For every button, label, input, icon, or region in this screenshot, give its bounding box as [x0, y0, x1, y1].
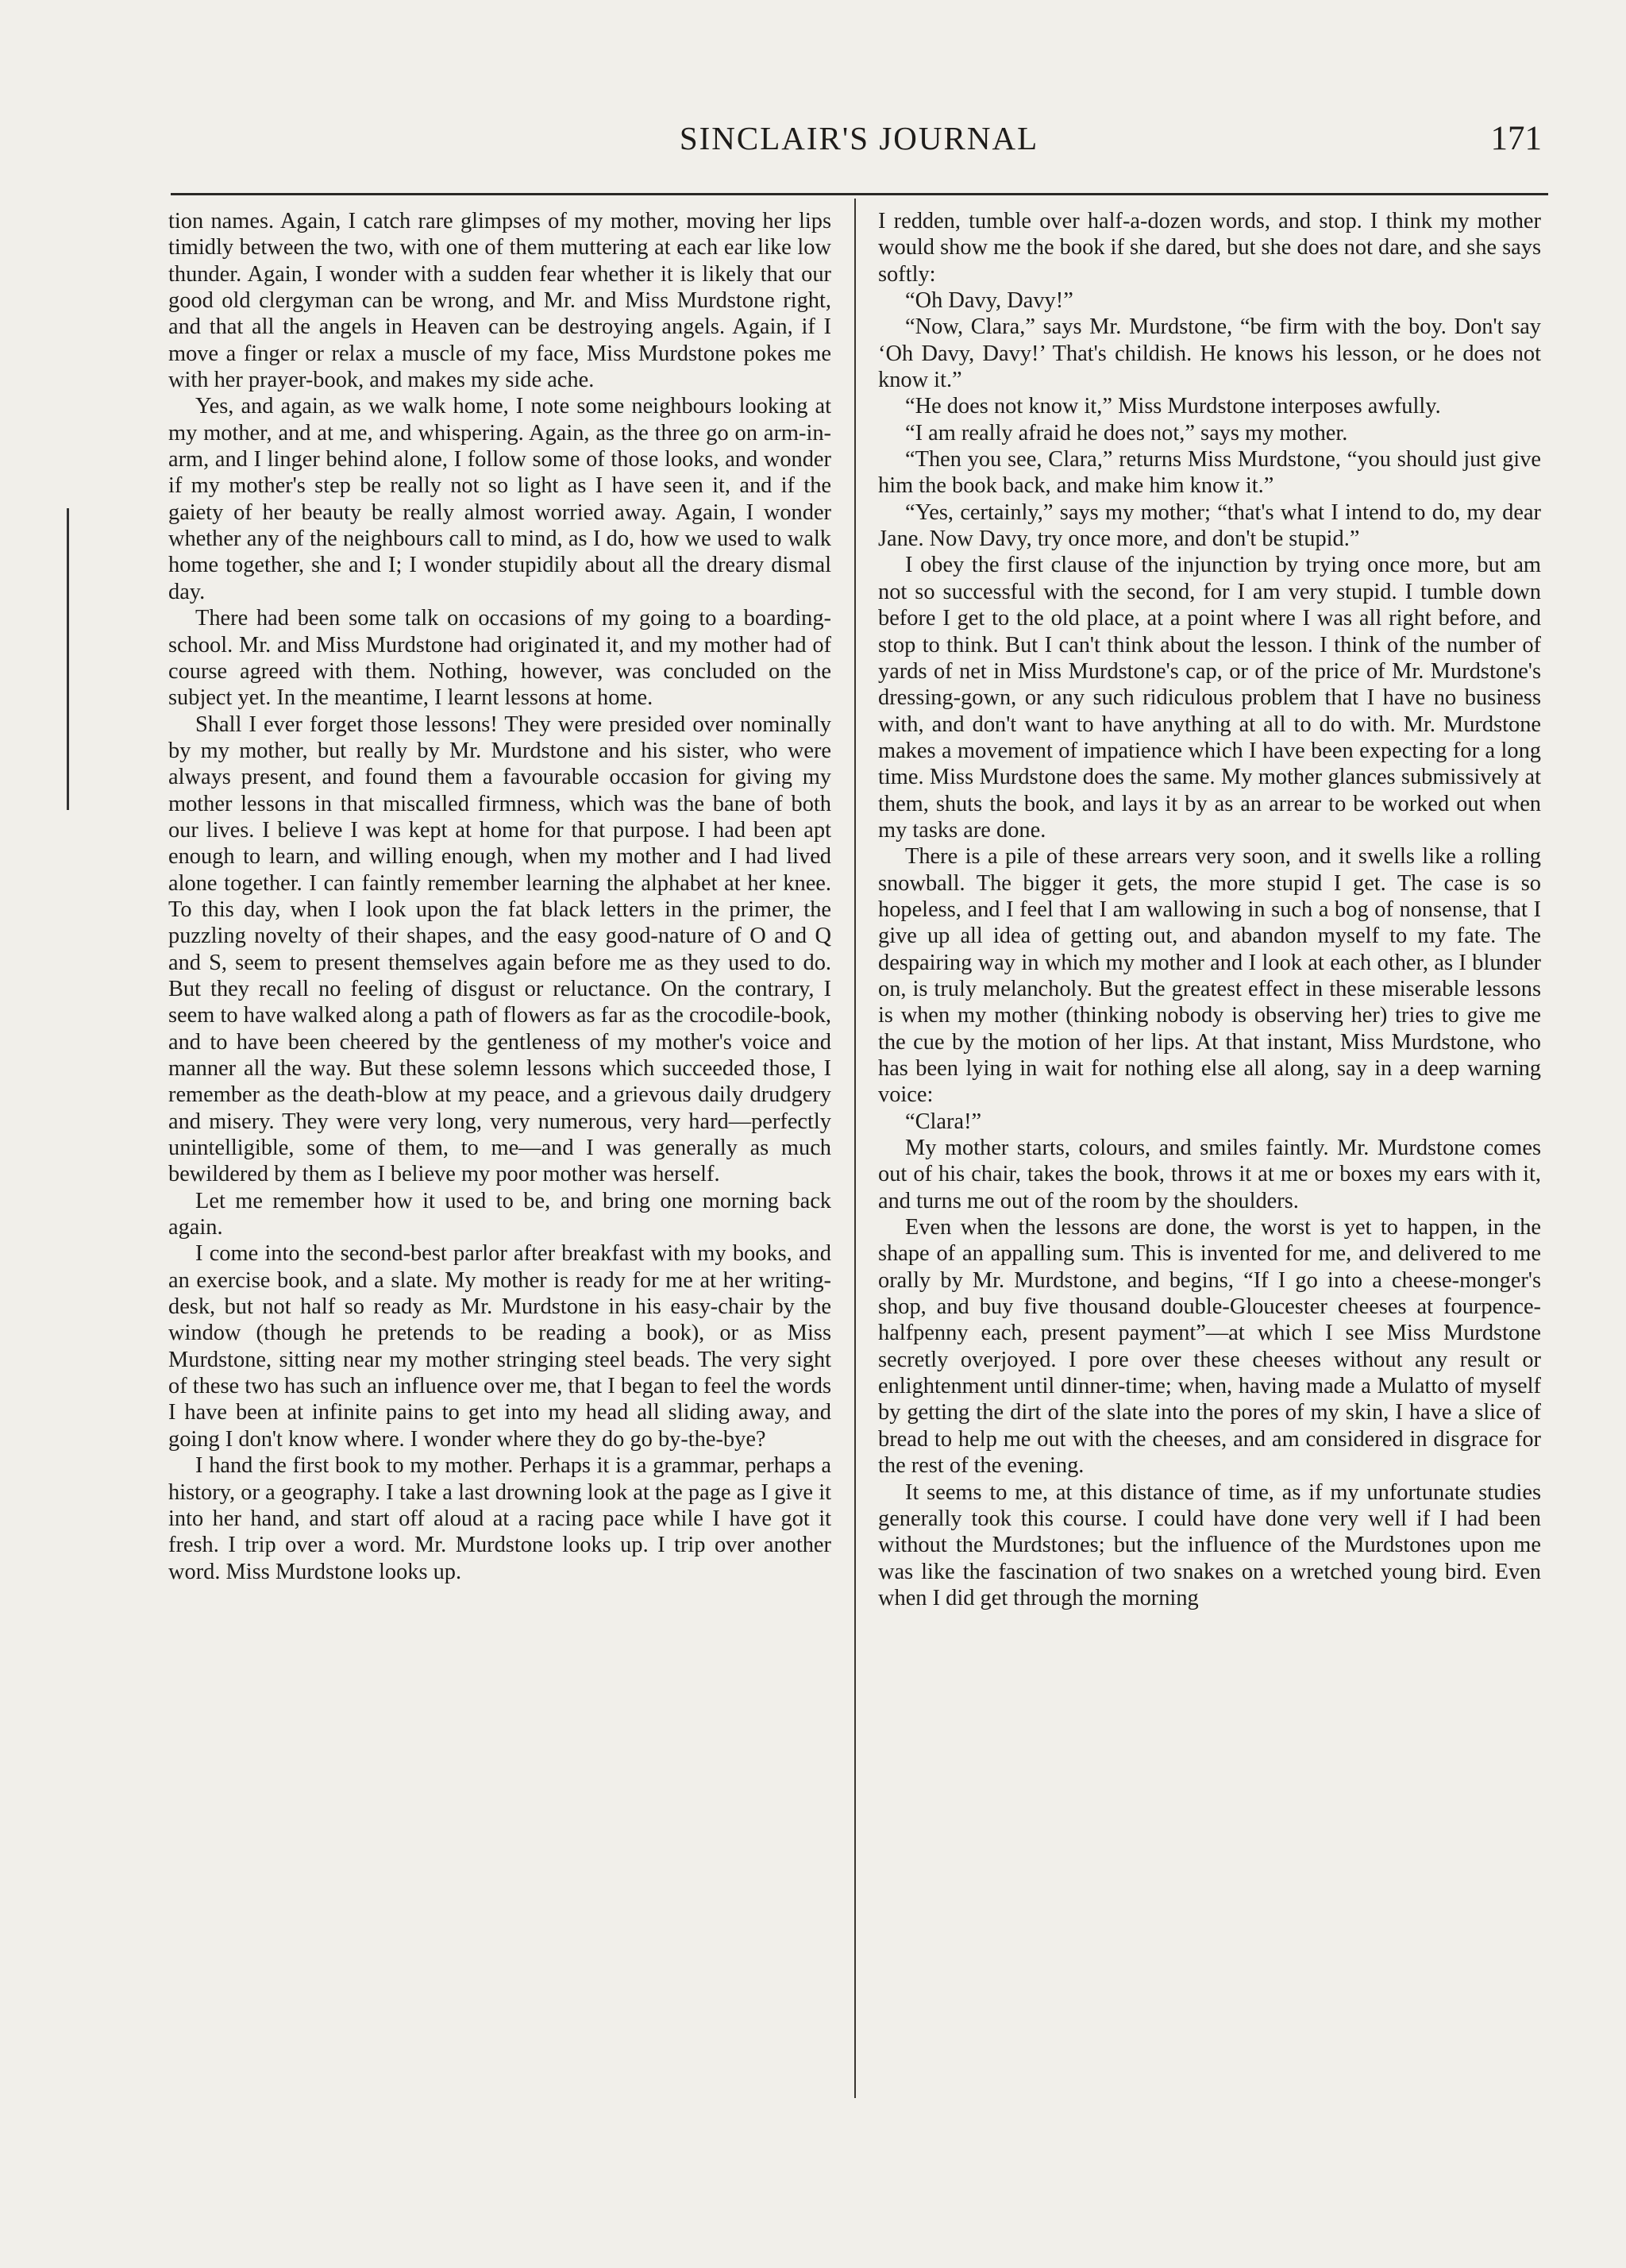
paragraph: Yes, and again, as we walk home, I note some neighbours looking at my mother, and at me, and whispering. Again, as the three go on arm-in-arm, and I linger behind alone, I follow some of those looks, and wonder if my mother's step be really not so light as I have seen it, and if the gaiety of her beauty be really almost worried away. Again, I wonder whether any of the neighbours call to mind, as I do, how we used to walk home together, she and I; I wonder stupidily about all the dreary dismal day.: [168, 394, 831, 604]
paragraph: It seems to me, at this distance of time, as if my unfortunate studies generally took this course. I could have done very well if I had been without the Murdstones; but the influence of the Murdstones upon me was like the fascination of two snakes on a wretched young bird. Even when I did get through the morning: [878, 1479, 1541, 1610]
paragraph: I come into the second-best parlor after breakfast with my books, and an exercise book, and a slate. My mother is ready for me at her writing-desk, but not half so ready as Mr. Murdstone in his easy-chair by the window (though he pretends to be reading a book), or as Miss Murdstone, sitting near my mother stringing steel beads. The very sight of these two has such an influence over me, that I began to feel the words I have been at infinite pains to get into my head all sliding away, and going I don't know where. I wonder where they do go by-the-bye?: [168, 1241, 831, 1452]
left-column: [168, 208, 831, 2098]
page-header: [168, 119, 1550, 175]
paragraph: There had been some talk on occasions of my going to a boarding-school. Mr. and Miss Murdstone had originated it, and my mother had of course agreed with them. Nothing, however, was concluded on the subject yet. In the meantime, I learnt lessons at home.: [168, 606, 831, 711]
right-column: [878, 208, 1541, 2098]
paragraph: Even when the lessons are done, the worst is yet to happen, in the shape of an appalling sum. This is invented for me, and delivered to me orally by Mr. Murdstone, and begins, “If I go into a cheese-monger's shop, and buy five thousand double-Gloucester cheeses at fourpence-halfpenny each, present payment”—at which I see Miss Murdstone secretly overjoyed. I pore over these cheeses without any result or enlightenment until dinner-time; when, having made a Mulatto of myself by getting the dirt of the slate into the pores of my skin, I have a slice of bread to help me out with the cheeses, and am considered in disgrace for the rest of the evening.: [878, 1215, 1541, 1479]
paragraph: Shall I ever forget those lessons! They were presided over nominally by my mother, but really by Mr. Murdstone and his sister, who were always present, and found them a favourable occasion for giving my mother lessons in that miscalled firmness, which was the bane of both our lives. I believe I was kept at home for that purpose. I had been apt enough to learn, and willing enough, when my mother and I had lived alone together. I can faintly remember learning the alphabet at her knee. To this day, when I look upon the fat black letters in the primer, the puzzling novelty of their shapes, and the easy good-nature of O and Q and S, seem to present themselves again before me as they used to do. But they recall no feeling of disgust or reluctance. On the contrary, I seem to have walked along a path of flowers as far as the crocodile-book, and to have been cheered by the gentleness of my mother's voice and manner all the way. But these solemn lessons which succeeded those, I remember as the death-blow at my peace, and a grievous daily drudgery and misery. They were very long, very numerous, very hard—perfectly unintelligible, some of them, to me—and I was generally as much bewildered by them as I believe my poor mother was herself.: [168, 712, 831, 1187]
column-divider: [854, 199, 856, 2098]
header-rule: [171, 193, 1548, 195]
paragraph: Let me remember how it used to be, and bring one morning back again.: [168, 1188, 831, 1240]
paragraph: There is a pile of these arrears very soon, and it swells like a rolling snowball. The bigger it gets, the more stupid I get. The case is so hopeless, and I feel that I am wallowing in such a bog of nonsense, that I give up all idea of getting out, and abandon myself to my fate. The despairing way in which my mother and I look at each other, as I blunder on, is truly melancholy. But the greatest effect in these miserable lessons is when my mother (thinking nobody is observing her) tries to give me the cue by the motion of her lips. At that instant, Miss Murdstone, who has been lying in wait for nothing else all along, say in a deep warning voice:: [878, 844, 1541, 1108]
paragraph: “Oh Davy, Davy!”: [905, 288, 1073, 314]
paragraph: “Clara!”: [905, 1109, 982, 1134]
paragraph: “Yes, certainly,” says my mother; “that's what I intend to do, my dear Jane. Now Davy, try once more, and don't be stupid.”: [878, 499, 1541, 552]
page-number: 171: [1490, 120, 1542, 157]
paragraph: I hand the first book to my mother. Perhaps it is a grammar, perhaps a history, or a geography. I take a last drowning look at the page as I give it into her hand, and start off aloud at a racing pace while I have got it fresh. I trip over a word. Mr. Murdstone looks up. I trip over another word. Miss Murdstone looks up.: [168, 1453, 831, 1584]
paragraph: I redden, tumble over half-a-dozen words, and stop. I think my mother would show me the book if she dared, but she does not dare, and she says softly:: [878, 209, 1541, 287]
paragraph: “He does not know it,” Miss Murdstone interposes awfully.: [905, 394, 1441, 419]
paragraph: tion names. Again, I catch rare glimpses of my mother, moving her lips timidly between the two, with one of them muttering at each ear like low thunder. Again, I wonder with a sudden fear whether it is likely that our good old clergyman can be wrong, and Mr. and Miss Murdstone right, and that all the angels in Heaven can be destroying angels. Again, if I move a finger or relax a muscle of my face, Miss Murdstone pokes me with her prayer-book, and makes my side ache.: [168, 209, 831, 393]
journal-title: SINCLAIR'S JOURNAL: [679, 120, 1039, 156]
paragraph: “Now, Clara,” says Mr. Murdstone, “be firm with the boy. Don't say ‘Oh Davy, Davy!’ That's childish. He knows his lesson, or he does not know it.”: [878, 314, 1541, 393]
paragraph: “I am really afraid he does not,” says my mother.: [905, 420, 1348, 446]
paragraph: “Then you see, Clara,” returns Miss Murdstone, “you should just give him the book back, and make him know it.”: [878, 447, 1541, 499]
paragraph: My mother starts, colours, and smiles faintly. Mr. Murdstone comes out of his chair, takes the book, throws it at me or boxes my ears with it, and turns me out of the room by the shoulders.: [878, 1136, 1541, 1213]
margin-mark: [67, 508, 69, 810]
paragraph: I obey the first clause of the injunction by trying once more, but am not so successful with the second, for I am very stupid. I tumble down before I get to the old place, at a point where I was all right before, and stop to think. But I can't think about the lesson. I think of the number of yards of net in Miss Murdstone's cap, or of the price of Mr. Murdstone's dressing-gown, or any such ridiculous problem that I have no business with, and don't want to have anything at all to do with. Mr. Murdstone makes a movement of impatience which I have been expecting for a long time. Miss Murdstone does the same. My mother glances submissively at them, shuts the book, and lays it by as an arrear to be worked out when my tasks are done.: [878, 553, 1541, 843]
